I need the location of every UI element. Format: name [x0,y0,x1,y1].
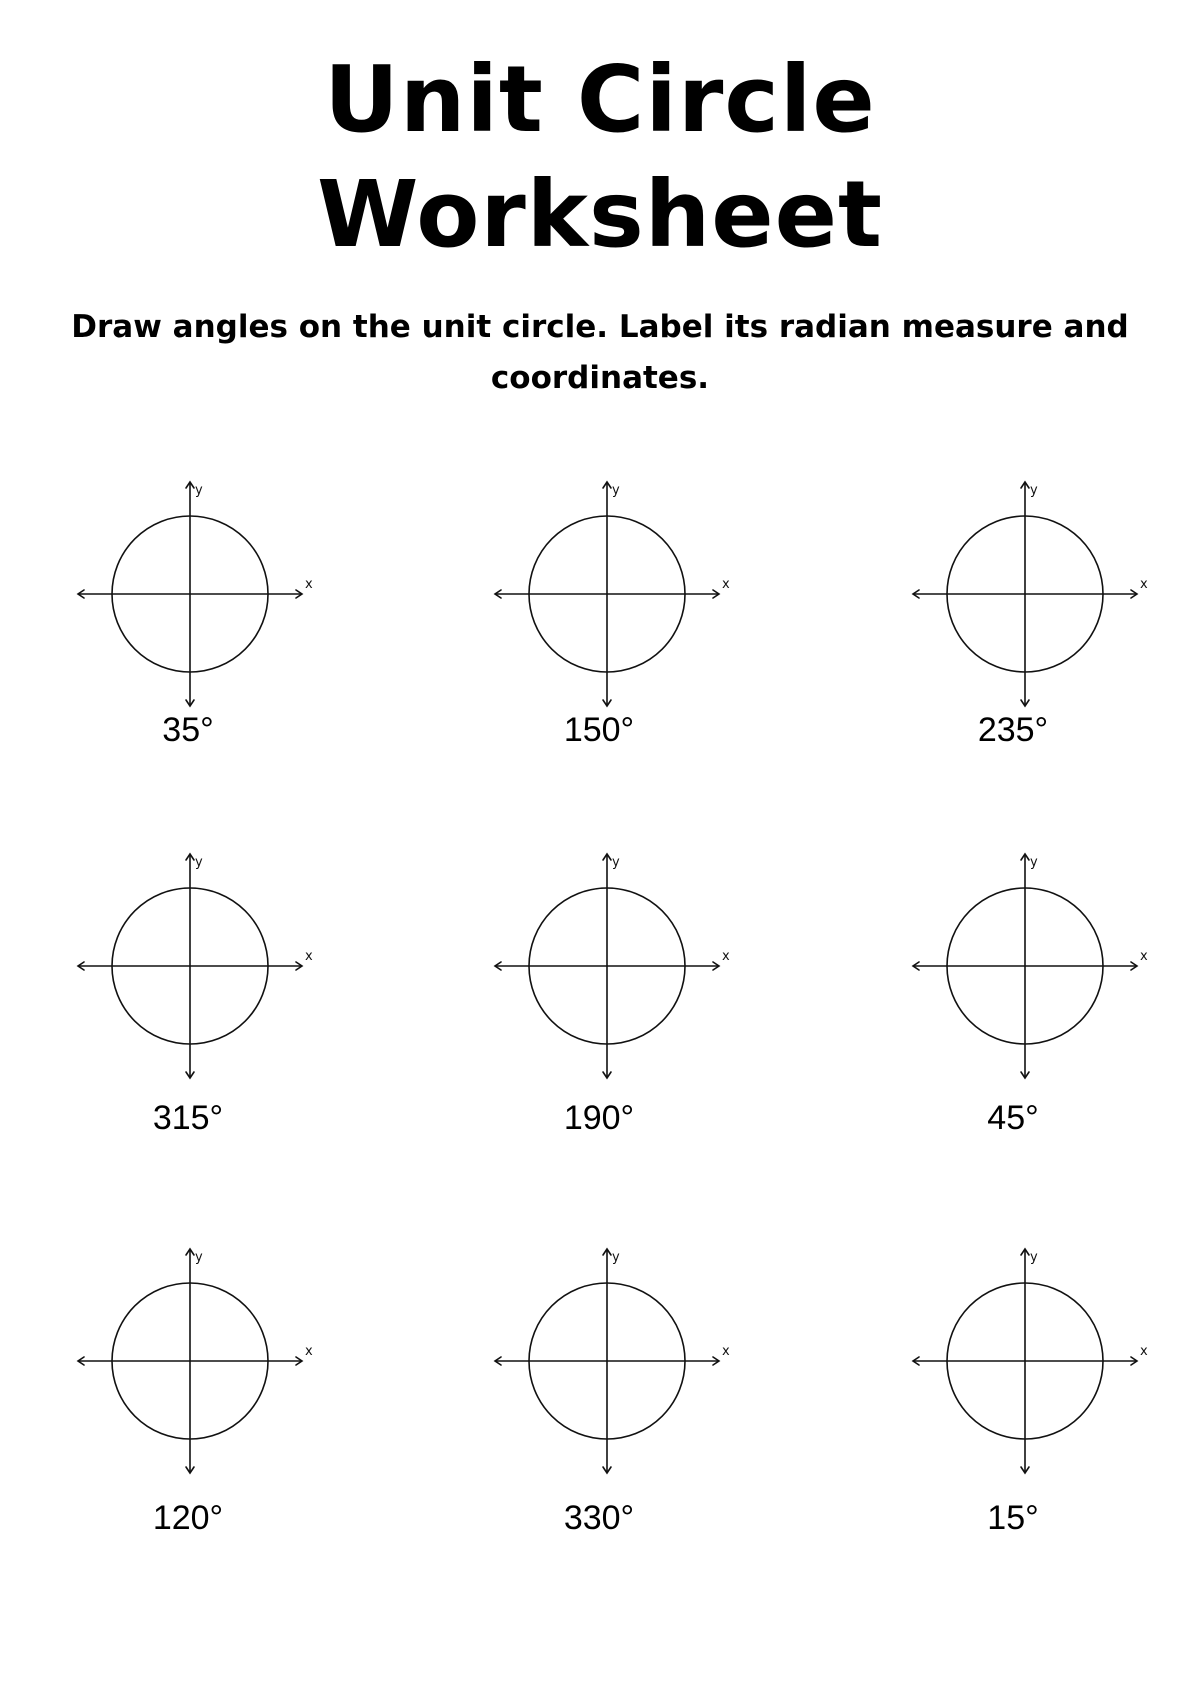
x-axis-label: x [722,1344,730,1359]
unit-circle-diagram [875,846,1175,1096]
unit-circle-item [875,1241,1175,1561]
angle-label: 45° [987,1099,1039,1137]
worksheet-title-line-2: Worksheet [317,161,883,268]
x-axis-label: x [305,577,313,592]
worksheet-instructions: Draw angles on the unit circle. Label its radian measure and coordinates. [71,309,1129,396]
unit-circle-item [457,474,757,794]
unit-circle-diagram [40,846,340,1096]
x-axis-label: x [722,949,730,964]
angle-label: 35° [162,711,214,749]
angle-label: 330° [563,1499,635,1537]
unit-circle-diagram [457,474,757,724]
x-axis-label: x [722,577,730,592]
unit-circle-diagram [457,846,757,1096]
unit-circle-diagram [457,1241,757,1491]
x-axis-label: x [1140,949,1148,964]
unit-circle-item [40,474,340,794]
y-axis-label: y [1030,1250,1038,1265]
x-axis-label: x [1140,577,1148,592]
unit-circle-item [457,846,757,1166]
unit-circle-diagram [875,474,1175,724]
y-axis-label: y [612,483,620,498]
unit-circle-diagram [875,1241,1175,1491]
unit-circle-diagram [40,1241,340,1491]
unit-circle-item [875,474,1175,794]
y-axis-label: y [612,855,620,870]
y-axis-label: y [612,1250,620,1265]
unit-circle-item [457,1241,757,1561]
unit-circle-item [40,846,340,1166]
unit-circle-diagram [40,474,340,724]
angle-label: 190° [563,1099,635,1137]
y-axis-label: y [195,855,203,870]
y-axis-label: y [195,1250,203,1265]
x-axis-label: x [305,1344,313,1359]
angle-label: 315° [152,1099,224,1137]
worksheet-title-line-1: Unit Circle [324,46,876,153]
y-axis-label: y [1030,483,1038,498]
y-axis-label: y [1030,855,1038,870]
x-axis-label: x [305,949,313,964]
angle-label: 235° [977,711,1049,749]
y-axis-label: y [195,483,203,498]
x-axis-label: x [1140,1344,1148,1359]
unit-circle-item [875,846,1175,1166]
angle-label: 150° [563,711,635,749]
unit-circle-item [40,1241,340,1561]
angle-label: 120° [152,1499,224,1537]
angle-label: 15° [987,1499,1039,1537]
